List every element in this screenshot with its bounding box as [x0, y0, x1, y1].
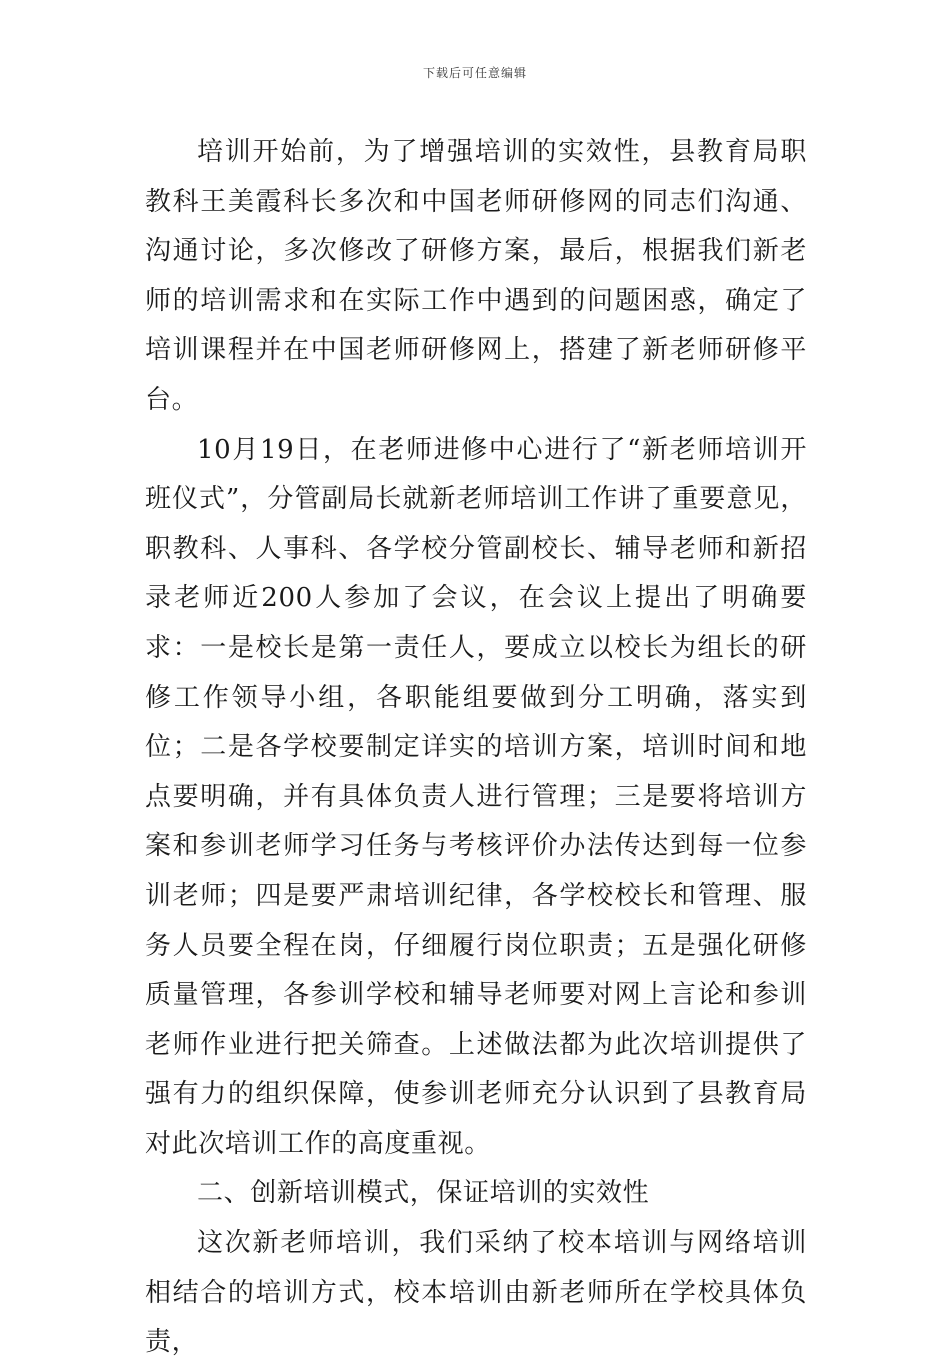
paragraph-opening-ceremony: 10月19日，在老师进修中心进行了“新老师培训开班仪式”，分管副局长就新老师培训工作讲了重要意见，职教科、人事科、各学校分管副校长、辅导老师和新招录老师近200人参加了会议，在会议上提出了明确要求：一是校长是第一责任人，要成立以校长为组长的研修工作领导小组，各职能组要做到分工明确，落实到位；二是各学校要制定详实的培训方案，培训时间和地点要明确，并有具体负责人进行管理；三是要将培训方案和参训老师学习任务与考核评价办法传达到每一位参训老师；四是要严肃培训纪律，各学校校长和管理、服务人员要全程在岗，仔细履行岗位职责；五是强化研修质量管理，各参训学校和辅导老师要对网上言论和参训老师作业进行把关筛查。上述做法都为此次培训提供了强有力的组织保障，使参训老师充分认识到了县教育局对此次培训工作的高度重视。 — [145, 434, 807, 1159]
header-note: 下载后可任意编辑 — [422, 66, 527, 80]
paragraph-training-preparation: 培训开始前，为了增强培训的实效性，县教育局职教科王美霞科长多次和中国老师研修网的同志们沟通、沟通讨论，多次修改了研修方案，最后，根据我们新老师的培训需求和在实际工作中遇到的问题困惑，确定了培训课程并在中国老师研修网上，搭建了新老师研修平台。 — [145, 137, 807, 415]
paragraph-training-mode: 这次新老师培训，我们采纳了校本培训与网络培训相结合的培训方式，校本培训由新老师所在学校具体负责， — [145, 1228, 807, 1358]
section-heading: 二、创新培训模式，保证培训的实效性 — [197, 1178, 650, 1209]
document-body — [145, 128, 807, 1368]
